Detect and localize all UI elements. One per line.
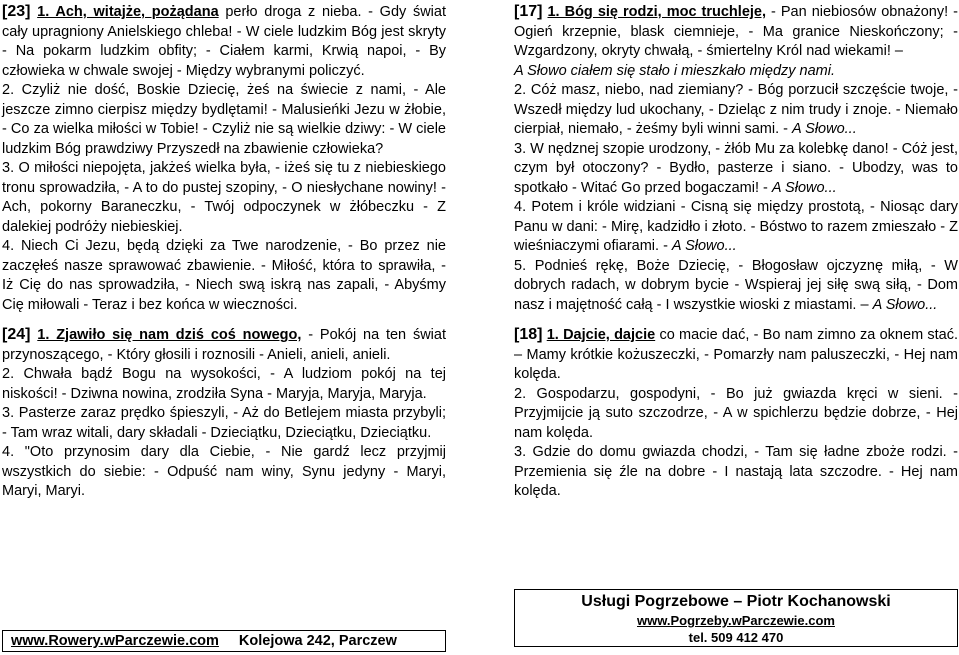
song-23-verse-3: 3. O miłości niepojęta, jakżeś wielka była, - iżeś się tu z niebieskiego tronu sprowadziła, - A to do pustej szopiny, - O niesłychane nowiny! - Ach, pokorny Baraneczku, - Twój odpoczynek w żłóbeczku - Z dalekiej podróży niebieskiej. bbox=[2, 160, 446, 235]
pogrzeby-phone: tel. 509 412 470 bbox=[688, 630, 784, 645]
song-18 bbox=[514, 325, 958, 502]
song-17-number: [17] bbox=[514, 3, 543, 20]
song-18-verse-1 bbox=[514, 325, 958, 385]
song-17-verse-4 bbox=[514, 198, 958, 257]
pogrzeby-company-name: Usługi Pogrzebowe – Piotr Kochanowski bbox=[581, 593, 891, 610]
rowery-footer-box bbox=[2, 630, 446, 652]
song-17-verse-5-text: 5. Podnieś rękę, Boże Dziecię, - Błogosław ojczyznę miłą, - W dobrych radach, w dobrym bycie - Wspieraj jej siłę swą siłą, - Dom nasz i majętność całą - I wszystkie wioski z miastami. – bbox=[514, 257, 958, 313]
song-23-verse-2: 2. Czyliż nie dość, Boskie Dziecię, żeś na świecie z nami, - Ale jeszcze zimno cierpisz między bydlętami! - Malusieńki Jezu w żłobie, - Co za wielka miłości w Tobie! - Czyliż nie są wielkie dziwy: - W ciele ludzkim Bóg prawdziwy Przyszedł na zbawienie człowieka? bbox=[2, 82, 446, 157]
song-17-verse-3 bbox=[514, 140, 958, 199]
song-17-title: 1. Bóg się rodzi, moc truchleje, bbox=[547, 4, 766, 20]
left-column bbox=[2, 2, 446, 502]
song-24 bbox=[2, 325, 446, 502]
song-18-number: [18] bbox=[514, 326, 543, 343]
song-24-verse-3: 3. Pasterze zaraz prędko śpieszyli, - Aż do Betlejem miasta przybyli; - Tam wraz witali, dary składali - Dzieciątku, Dzieciątku, Dzieciątku. bbox=[2, 405, 446, 441]
song-18-verse-2: 2. Gospodarzu, gospodyni, - Bo już gwiazda kręci w sieni. - Przyjmijcie ją suto szczodrze, - A w spichlerzu będzie dobrze, - Hej nam kolęda. bbox=[514, 385, 958, 441]
song-24-verse-1-text: - Pokój na ten świat przynoszącego, - Który głosili i roznosili - Anieli, anieli, anieli. bbox=[2, 327, 446, 363]
rowery-website-link[interactable]: www.Rowery.wParczewie.com bbox=[11, 633, 219, 649]
song-23 bbox=[2, 2, 446, 315]
song-17-verse-1 bbox=[514, 2, 958, 62]
song-23-title: 1. Ach, witajże, pożądana bbox=[37, 4, 219, 20]
pogrzeby-footer-box bbox=[514, 589, 958, 647]
song-24-verse-2: 2. Chwała bądź Bogu na wysokości, - A ludziom pokój na tej niskości! - Dziwna nowina, zrodziła Syna - Maryja, Maryja, Maryja. bbox=[2, 366, 446, 402]
song-17 bbox=[514, 2, 958, 315]
song-24-verse-4: 4. "Oto przynosim dary dla Ciebie, - Nie gardź lecz przyjmij wszystkich do siebie: - Odpuść nam winy, Synu jedyny - Maryi, Maryi, Maryi. bbox=[2, 444, 446, 499]
pogrzeby-website-link[interactable]: www.Pogrzeby.wParczewie.com bbox=[637, 613, 835, 628]
right-column bbox=[514, 2, 958, 502]
song-17-verse-3-refrain: A Słowo... bbox=[771, 179, 837, 196]
song-23-verse-1-text: perło droga z nieba. - Gdy świat cały upragniony Anielskiego chleba! - W ciele ludzkim Bóg jest skryty - Na pokarm ludzkim obfity; - Ciałem karmi, Krwią napoi, - By człowieka w chwale swojej - Między wybranymi policzyć. bbox=[2, 4, 446, 79]
song-17-verse-4-text: 4. Potem i króle widziani - Cisną się między prostotą, - Niosąc dary Panu w dani: - Mirę, kadzidło i złoto. - Bóstwo to razem zmieszało - Z wieśniaczymi ofiarami. - bbox=[514, 199, 958, 254]
song-17-verse-1-text: - Pan niebiosów obnażony! - Ogień krzepnie, blask ciemnieje, - Ma granice Nieskończony; - Wzgardzony, okryty chwałą, - śmiertelny Król nad wiekami! – bbox=[514, 4, 958, 59]
song-18-verse-1-text: co macie dać, - Bo nam zimno za oknem stać. – Mamy krótkie kożuszeczki, - Pomarzły nam paluszeczki, - Hej nam kolęda. bbox=[514, 327, 959, 382]
song-17-verse-3-text: 3. W nędznej szopie urodzony, - żłób Mu za kolebkę dano! - Cóż jest, czym był otoczony? - Bydło, pasterze i siano. - Ubodzy, was to spotkało - Witać Go przed bogaczami! - bbox=[514, 140, 958, 196]
song-17-verse-4-refrain: A Słowo... bbox=[671, 238, 737, 254]
song-17-verse-2-text: 2. Cóż masz, niebo, nad ziemiany? - Bóg porzucił szczęście twoje, - Wszedł między lud ukochany, - Dzieląc z nim trudy i znoje. - Niemało cierpiał, niemało, - żeśmy byli winni sami. - bbox=[514, 82, 958, 137]
song-17-refrain: A Słowo ciałem się stało i mieszkało między nami. bbox=[514, 62, 835, 79]
song-23-verse-1 bbox=[2, 2, 446, 81]
song-18-title: 1. Dajcie, dajcie bbox=[546, 327, 656, 343]
song-24-number: [24] bbox=[2, 326, 31, 343]
song-18-verse-3: 3. Gdzie do domu gwiazda chodzi, - Tam się ładne zboże rodzi. - Przemienia się źle na dobre - I nastają lata szczodre. - Hej nam kolęda. bbox=[514, 444, 958, 499]
song-23-verse-4: 4. Niech Ci Jezu, będą dzięki za Twe narodzenie, - Bo przez nie zaczęłeś nasze sprawować zbawienie. - Miłość, która to sprawiła, - Iż Cię do nas sprowadziła, - Niech swą iskrą nas zapali, - Abyśmy Cię miłowali - Teraz i bez końca w wieczności. bbox=[2, 238, 446, 313]
song-17-verse-5 bbox=[514, 257, 958, 316]
song-23-number: [23] bbox=[2, 3, 31, 20]
song-17-verse-2-refrain: A Słowo... bbox=[792, 121, 857, 137]
song-17-verse-5-refrain: A Słowo... bbox=[872, 296, 938, 313]
song-17-verse-2 bbox=[514, 81, 958, 140]
song-24-title: 1. Zjawiło się nam dziś coś nowego, bbox=[37, 327, 302, 343]
song-24-verse-1 bbox=[2, 325, 446, 365]
rowery-address: Kolejowa 242, Parczew bbox=[238, 633, 397, 649]
